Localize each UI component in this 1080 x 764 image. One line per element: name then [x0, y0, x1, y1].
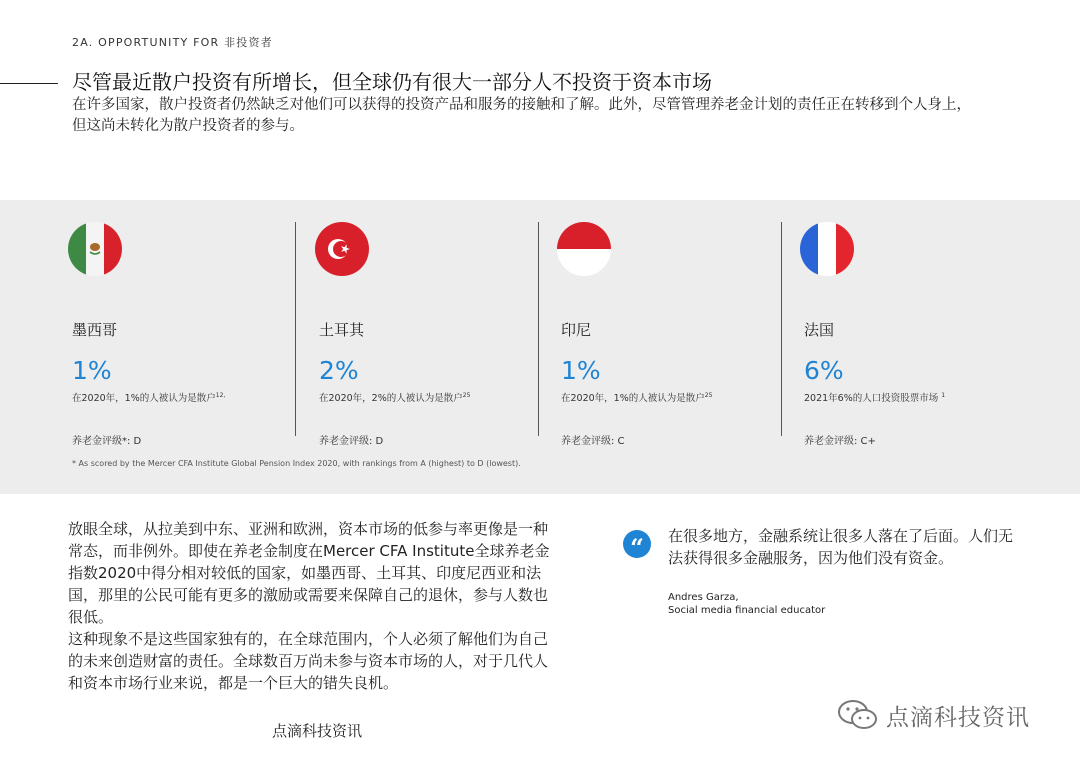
- country-card-france: [800, 222, 1020, 447]
- country-name: 土耳其: [319, 321, 365, 339]
- country-note-ref: 25: [462, 391, 471, 399]
- pension-rating: 养老金评级: C+: [804, 436, 876, 447]
- quote-author-role: Social media financial educator: [668, 605, 826, 616]
- country-percent: 6%: [804, 356, 844, 385]
- wechat-watermark: [836, 698, 1030, 732]
- wechat-icon: [836, 698, 880, 732]
- country-name: 法国: [804, 321, 835, 339]
- country-note: [319, 390, 470, 404]
- country-name: 墨西哥: [72, 321, 118, 339]
- country-note-text: 在2020年，1%的人被认为是散户: [561, 393, 705, 404]
- divider: [295, 222, 296, 436]
- wechat-watermark-text: 点滴科技资讯: [886, 704, 1030, 731]
- divider: [538, 222, 539, 436]
- country-note-text: 在2020年，2%的人被认为是散户: [319, 393, 463, 404]
- country-note-ref: 25: [704, 391, 713, 399]
- country-card-indonesia: [557, 222, 777, 447]
- france-flag-icon: [800, 222, 854, 276]
- mexico-flag-icon: [68, 222, 122, 276]
- section-label: 2A. OPPORTUNITY FOR 非投资者: [72, 36, 273, 49]
- country-note-text: 2021年6%的人口投资股票市场: [804, 393, 939, 404]
- pension-rating: 养老金评级: C: [561, 436, 625, 447]
- panel-footnote: * As scored by the Mercer CFA Institute Global Pension Index 2020, with rankings from A (highest) to D (lowest).: [72, 459, 521, 468]
- watermark-text: 点滴科技资讯: [272, 722, 363, 740]
- quote-icon: “: [623, 530, 651, 558]
- country-percent: 1%: [72, 356, 112, 385]
- country-percent: 2%: [319, 356, 359, 385]
- turkey-flag-icon: [315, 222, 369, 276]
- indonesia-flag-icon: [557, 222, 611, 276]
- body-paragraph: 放眼全球，从拉美到中东、亚洲和欧洲，资本市场的低参与率更像是一种常态，而非例外。即使在养老金制度在Mercer CFA Institute全球养老金指数2020中得分相对较低的国家，如墨西哥、土耳其、印度尼西亚和法国，那里的公民可能有更多的激励或需要来保障自己的退休，参与人数也很低。: [68, 520, 550, 626]
- page-subtitle: 在许多国家，散户投资者仍然缺乏对他们可以获得的投资产品和服务的接触和了解。此外，尽管管理养老金计划的责任正在转移到个人身上，但这尚未转化为散户投资者的参与。: [72, 97, 971, 134]
- country-note-text: 在2020年，1%的人被认为是散户: [72, 393, 216, 404]
- divider: [781, 222, 782, 436]
- quote-author: Andres Garza,: [668, 592, 739, 603]
- country-percent: 1%: [561, 356, 601, 385]
- body-paragraph: 这种现象不是这些国家独有的，在全球范围内，个人必须了解他们为自己的未来创造财富的责任。全球数百万尚未参与资本市场的人，对于几代人和资本市场行业来说，都是一个巨大的错失良机。: [68, 630, 549, 692]
- country-note: [561, 390, 712, 404]
- country-name: 印尼: [561, 321, 592, 339]
- pension-rating: 养老金评级*: D: [72, 436, 142, 447]
- title-rule: [0, 83, 58, 84]
- country-note: [804, 390, 945, 404]
- country-note-ref: 12,: [215, 391, 226, 399]
- quote-text: 在很多地方，金融系统让很多人落在了后面。人们无法获得很多金融服务，因为他们没有资金。: [668, 527, 1014, 567]
- pension-rating: 养老金评级: D: [319, 436, 384, 447]
- body-text: [68, 518, 560, 694]
- country-stats-panel: [0, 200, 1080, 494]
- country-note: [72, 390, 225, 404]
- country-card-mexico: [68, 222, 288, 447]
- page-title: 尽管最近散户投资有所增长，但全球仍有很大一部分人不投资于资本市场: [72, 70, 712, 94]
- country-card-turkey: [315, 222, 535, 447]
- country-note-ref: 1: [941, 391, 946, 399]
